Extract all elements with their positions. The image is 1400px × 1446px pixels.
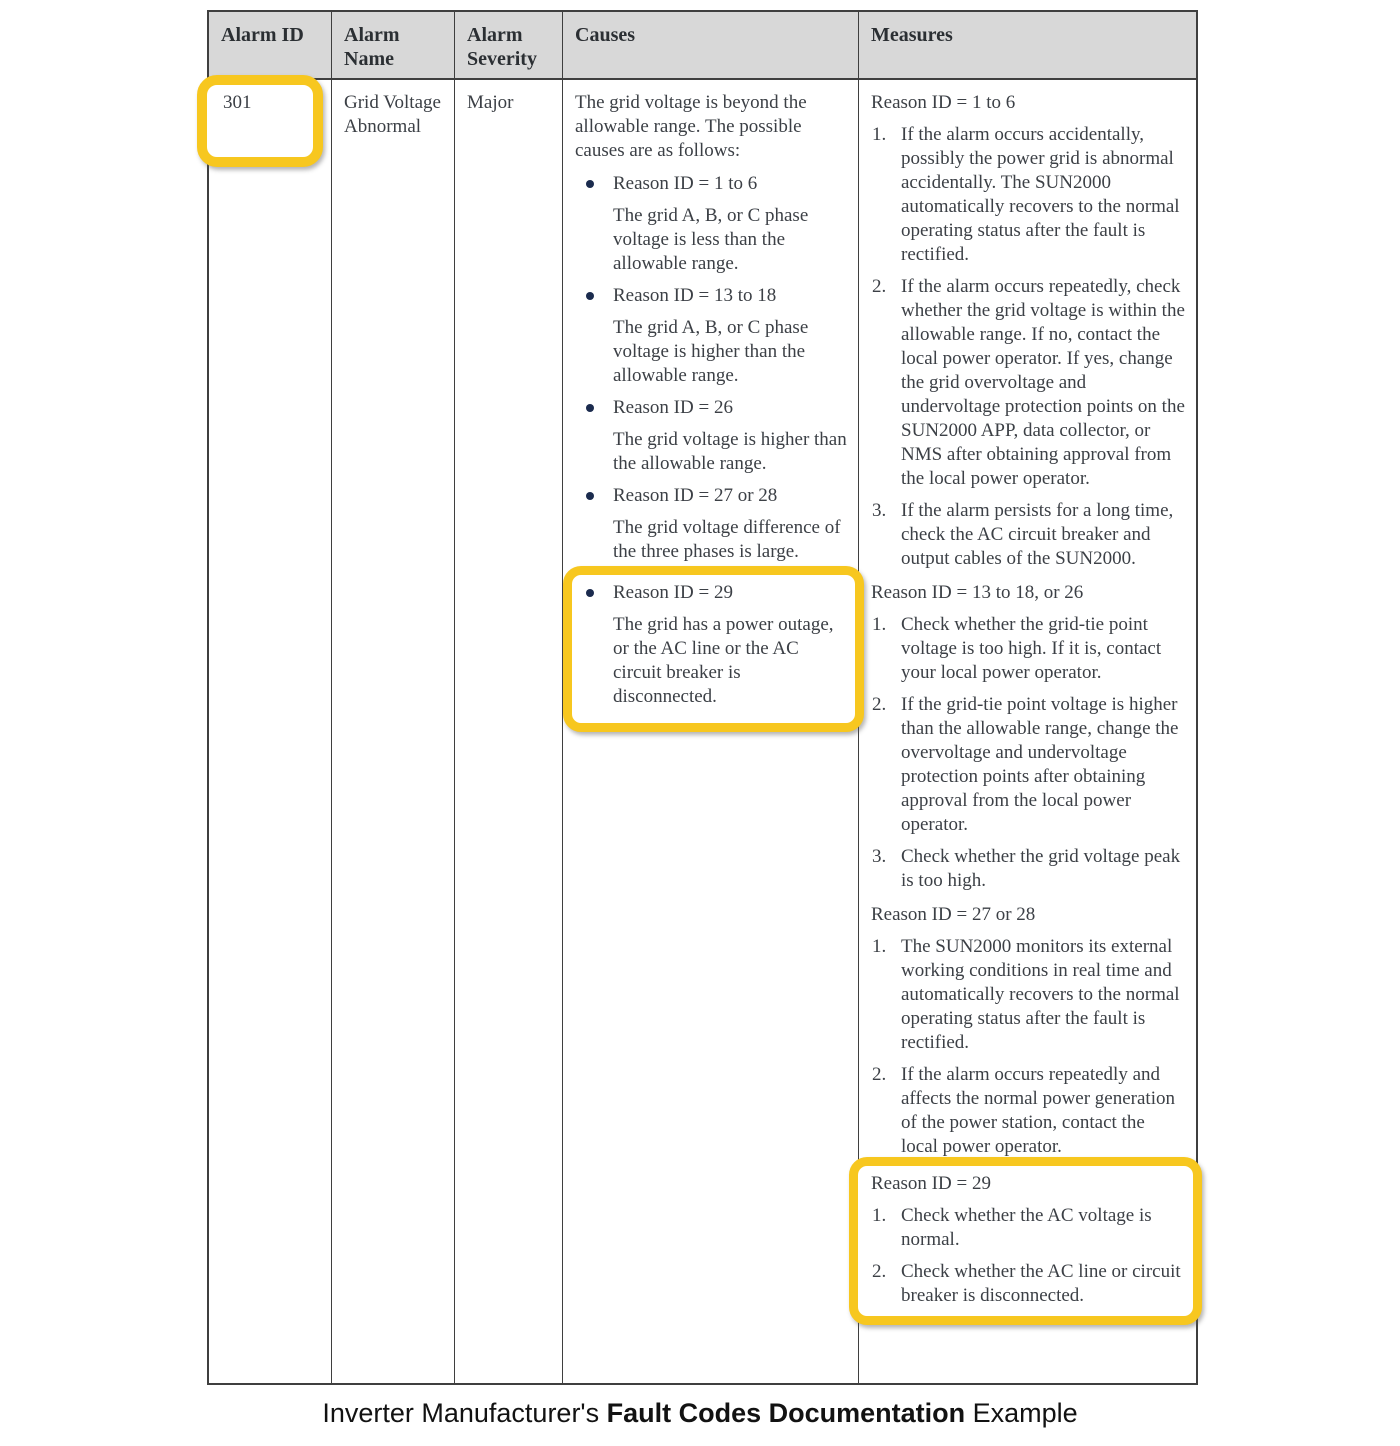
cause-item — [575, 396, 848, 476]
cell-alarm-id — [209, 80, 332, 1383]
header-cell-alarm-severity: Alarm Severity — [455, 12, 563, 80]
cell-alarm-severity — [455, 80, 563, 1383]
bullet-icon — [586, 492, 594, 500]
cause-item — [575, 284, 848, 388]
cause-detail: The grid has a power outage, or the AC line or the AC circuit breaker is disconnected. — [613, 614, 834, 707]
measures-steps — [871, 123, 1186, 571]
header-cell-alarm-name: Alarm Name — [332, 12, 455, 80]
cause-detail: The grid voltage is higher than the allowable range. — [613, 429, 847, 474]
cause-label: Reason ID = 13 to 18 — [613, 285, 777, 306]
caption-bold: Fault Codes Documentation — [606, 1398, 966, 1428]
measures-steps — [871, 613, 1186, 893]
bullet-icon — [586, 404, 594, 412]
cause-label: Reason ID = 1 to 6 — [613, 173, 758, 194]
measures-heading: Reason ID = 13 to 18, or 26 — [871, 582, 1084, 603]
measure-step: Check whether the grid voltage peak is too high. — [901, 846, 1181, 891]
measure-step: If the alarm occurs repeatedly, check whether the grid voltage is within the allowable range. If no, contact the local power operator. If yes, change the grid overvoltage and undervoltage protection points on the SUN2000 APP, data collector, or NMS after obtaining approval from the local power operator. — [901, 276, 1185, 489]
caption-prefix: Inverter Manufacturer's — [322, 1398, 607, 1428]
cell-causes — [563, 80, 859, 1383]
bullet-icon — [586, 180, 594, 188]
figure-caption — [0, 1396, 1400, 1430]
measure-step: Check whether the AC line or circuit breaker is disconnected. — [901, 1261, 1181, 1306]
cell-alarm-name — [332, 80, 455, 1383]
highlight-box-measures-reason-29 — [849, 1157, 1202, 1325]
header-cell-causes: Causes — [563, 12, 859, 80]
cause-label: Reason ID = 27 or 28 — [613, 485, 778, 506]
highlight-box-causes-reason-29 — [563, 566, 864, 732]
cause-label: Reason ID = 26 — [613, 397, 733, 418]
fault-codes-table — [207, 10, 1198, 1385]
measure-step: If the alarm persists for a long time, check the AC circuit breaker and output cables of the SUN2000. — [901, 500, 1174, 569]
measure-step: Check whether the AC voltage is normal. — [901, 1205, 1152, 1250]
cell-measures — [859, 80, 1196, 1383]
causes-intro: The grid voltage is beyond the allowable range. The possible causes are as follows: — [575, 92, 807, 161]
caption-suffix: Example — [965, 1398, 1078, 1428]
cause-label: Reason ID = 29 — [613, 582, 733, 603]
alarm-name-value: Grid Voltage Abnormal — [344, 92, 441, 137]
cause-detail: The grid voltage difference of the three phases is large. — [613, 517, 841, 562]
measures-steps — [871, 935, 1186, 1159]
measure-step: If the grid-tie point voltage is higher than the allowable range, change the overvoltage and undervoltage protection points after obtaining approval from the local power operator. — [901, 694, 1179, 835]
bullet-icon — [586, 292, 594, 300]
cause-detail: The grid A, B, or C phase voltage is less than the allowable range. — [613, 205, 809, 274]
cause-detail: The grid A, B, or C phase voltage is higher than the allowable range. — [613, 317, 809, 386]
alarm-id-value: 301 — [223, 92, 252, 113]
measure-step: The SUN2000 monitors its external working conditions in real time and automatically recovers to the normal operating status after the fault is rectified. — [901, 936, 1180, 1053]
measure-step: Check whether the grid-tie point voltage is too high. If it is, contact your local power operator. — [901, 614, 1162, 683]
measures-heading: Reason ID = 27 or 28 — [871, 904, 1036, 925]
bullet-icon — [586, 589, 594, 597]
cause-item — [575, 172, 848, 276]
measures-heading: Reason ID = 1 to 6 — [871, 92, 1016, 113]
measure-step: If the alarm occurs repeatedly and affects the normal power generation of the power station, contact the local power operator. — [901, 1064, 1175, 1157]
cause-item — [575, 484, 848, 564]
header-cell-measures: Measures — [859, 12, 1196, 80]
highlight-box-alarm-id — [197, 75, 323, 167]
measures-steps — [871, 1204, 1189, 1308]
measures-heading: Reason ID = 29 — [871, 1173, 991, 1194]
cause-item — [575, 581, 849, 709]
header-cell-alarm-id: Alarm ID — [209, 12, 332, 80]
measure-step: If the alarm occurs accidentally, possibly the power grid is abnormal accidentally. The SUN2000 automatically recovers to the normal operating status after the fault is rectified. — [901, 124, 1180, 265]
alarm-severity-value: Major — [467, 92, 514, 113]
